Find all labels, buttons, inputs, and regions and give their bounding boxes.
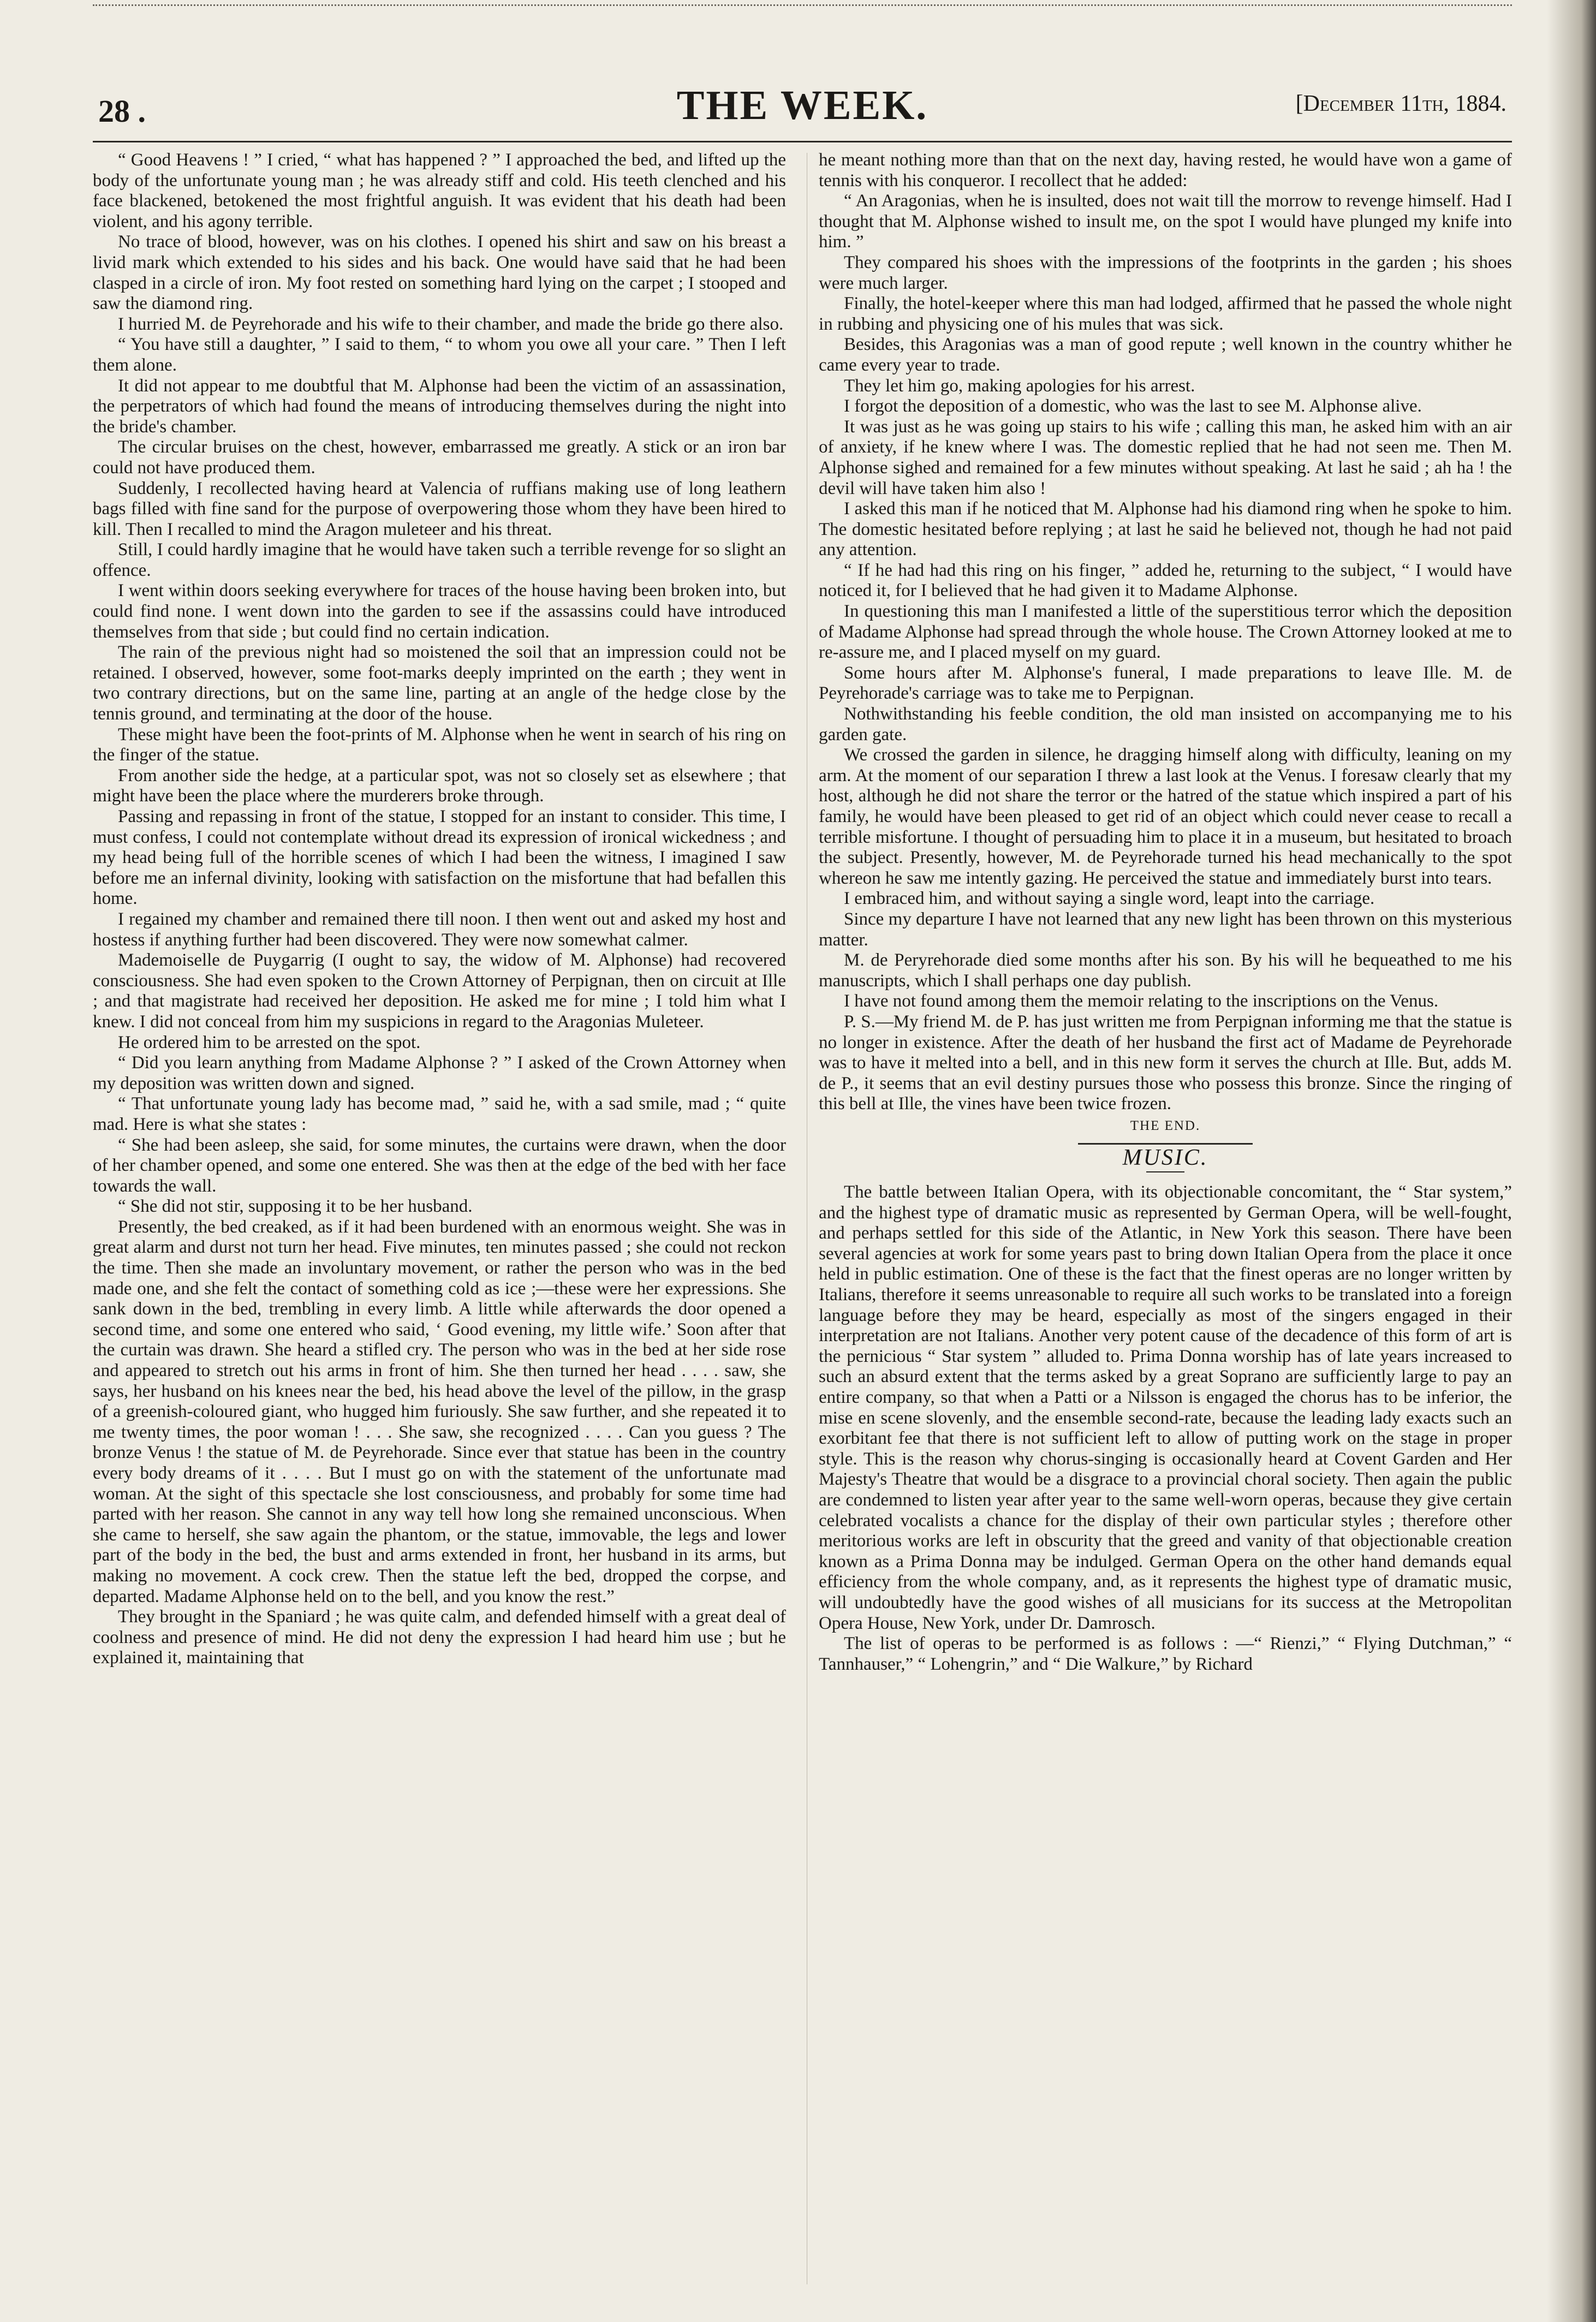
article-paragraph: “ Good Heavens ! ” I cried, “ what has happened ? ” I approached the bed, and lifted up the body of the unfortunate young man ; he was already stiff and cold. His teeth clenched and his face blackened, betokened the most frightful anguish. It was evident that his death had been violent, and his agony terrible.	[93, 150, 786, 231]
article-paragraph: “ That unfortunate young lady has become mad, ” said he, with a sad smile, mad ; “ quite mad. Here is what she states :	[93, 1094, 786, 1134]
article-paragraph: The circular bruises on the chest, however, embarrassed me greatly. A stick or an iron bar could not have produced them.	[93, 437, 786, 478]
article-paragraph: M. de Peryrehorade died some months after his son. By his will he bequeathed to me his manuscripts, which I shall perhaps one day publish.	[819, 950, 1512, 991]
article-paragraph: Presently, the bed creaked, as if it had been burdened with an enormous weight. She was in great alarm and durst not turn her head. Five minutes, ten minutes passed ; she could not reckon the time. Then she made an involuntary movement, or rather the person who was in the bed made one, and she felt the contact of something cold as ice ;—these were her expressions. She sank down in the bed, trembling in every limb. A little while afterwards the door opened a second time, and some one entered who said, ‘ Good evening, my little wife.’ Soon after that the curtain was drawn. She heard a stifled cry. The person who was in the bed at her side rose and appeared to stretch out his arms in front of him. She then turned her head . . . . saw, she says, her husband on his knees near the bed, his head above the level of the pillow, in the grasp of a greenish-coloured giant, who hugged him furiously. She saw further, and she repeated it to me twenty times, the poor woman ! . . . She saw, she recognized . . . . Can you guess ? The bronze Venus ! the statue of M. de Peyrehorade. Since ever that statue has been in the country every body dreams of it . . . . But I must go on with the statement of the unfortunate mad woman. At the sight of this spectacle she lost consciousness, and probably for some time had parted with her reason. She cannot in any way tell how long she remained unconscious. When she came to herself, she saw again the phantom, or the statue, immovable, the legs and lower part of the body in the bed, the bust and arms extended in front, her husband in its arms, but making no movement. A cock crew. Then the statue left the bed, dropped the corpse, and departed. Madame Alphonse held on to the bell, and you know the rest.”	[93, 1217, 786, 1606]
article-paragraph: Passing and repassing in front of the statue, I stopped for an instant to consider. This time, I must confess, I could not contemplate without dread its expression of ironical wickedness ; and my head being full of the horrible scenes of which I had been the witness, I imagined I saw before me an infernal divinity, looking with satisfaction on the misfortune that had befallen this home.	[93, 807, 786, 909]
music-section-title: MUSIC.	[1122, 1145, 1208, 1170]
article-paragraph: I hurried M. de Peyrehorade and his wife to their chamber, and made the bride go there also.	[118, 314, 784, 334]
music-paragraph: The list of operas to be performed is as follows : —“ Rienzi,” “ Flying Dutchman,” “ Tannhauser,” “ Lohengrin,” and “ Die Walkure,” by Richard	[819, 1634, 1512, 1674]
article-paragraph: I regained my chamber and remained there till noon. I then went out and asked my host and hostess if anything further had been discovered. They were now somewhat calmer.	[93, 909, 786, 950]
article-paragraph: I asked this man if he noticed that M. Alphonse had his diamond ring when he spoke to him. The domestic hesitated before replying ; at last he said he believed not, though he had not paid any attention.	[819, 499, 1512, 560]
article-paragraph: I forgot the deposition of a domestic, who was the last to see M. Alphonse alive.	[844, 396, 1422, 416]
article-paragraph: “ You have still a daughter, ” I said to them, “ to whom you owe all your care. ” Then I left them alone.	[93, 335, 786, 375]
article-paragraph: They compared his shoes with the impressions of the footprints in the garden ; his shoes were much larger.	[819, 252, 1512, 293]
article-paragraph: Since my departure I have not learned that any new light has been thrown on this mysterious matter.	[819, 909, 1512, 950]
article-paragraph: Still, I could hardly imagine that he would have taken such a terrible revenge for so slight an offence.	[93, 540, 786, 580]
the-end-mark: THE END.	[1130, 1118, 1201, 1133]
article-paragraph: Besides, this Aragonias was a man of good repute ; well known in the country whither he came every year to trade.	[819, 335, 1512, 375]
top-border-rule	[93, 4, 1512, 6]
music-paragraph: The battle between Italian Opera, with its objectionable concomitant, the “ Star system,” and the highest type of dramatic music as represented by German Opera, will be well-fought, and perhaps settled for this side of the Atlantic, in New York this season. There have been several agencies at work for some years past to bring down Italian Opera from the place it once held in public estimation. One of these is the fact that the finest operas are no longer written by Italians, therefore it seems unreasonable to require all such works to be translated into a foreign language before they may be heard, especially as most of the singers engaged in their interpretation are not Italians. Another very potent cause of the decadence of this form of art is the pernicious “ Star system ” alluded to. Prima Donna worship has of late years increased to such an absurd extent that the terms asked by a great Soprano are sufficiently large to pay an entire company, so that when a Patti or a Nilsson is engaged the chorus has to be inferior, the mise en scene slovenly, and the ensemble second-rate, because the leading lady exacts such an exorbitant fee that there is not sufficient left to allow of putting work on the stage in proper style. This is the reason why chorus-singing is occasionally heard at Covent Garden and Her Majesty's Theatre that would be a disgrace to a provincial choral society. Then again the public are condemned to listen year after year to the same well-worn operas, because they give certain celebrated vocalists a chance for the display of their own particular styles ; therefore other meritorious works are left in obscurity that the greed and vanity of that objectionable creation known as a Prima Donna may be indulged. German Opera on the other hand demands equal efficiency from the whole company, and, as it represents the highest type of dramatic music, will undoubtedly have the good wishes of all musicians for its success at the Metropolitan Opera House, New York, under Dr. Damrosch.	[819, 1182, 1512, 1633]
title-underline	[1146, 1171, 1184, 1172]
header-rule	[93, 141, 1512, 142]
article-paragraph: It did not appear to me doubtful that M. Alphonse had been the victim of an assassination, the perpetrators of which had found the means of introducing themselves during the night into the bride's chamber.	[93, 376, 786, 437]
article-paragraph: “ Did you learn anything from Madame Alphonse ? ” I asked of the Crown Attorney when my deposition was written down and signed.	[93, 1053, 786, 1093]
article-paragraph: We crossed the garden in silence, he dragging himself along with difficulty, leaning on my arm. At the moment of our separation I threw a last look at the Venus. I foresaw clearly that my host, although he did not share the terror or the hatred of the statue which inspired a part of his family, he would have been pleased to get rid of an object which could never cease to recall a terrible misfortune. I thought of persuading him to place it in a museum, but hesitated to broach the subject. Presently, however, M. de Peyrehorade turned his head mechanically to the spot whereon he saw me intently gazing. He perceived the statue and immediately burst into tears.	[819, 745, 1512, 888]
page-header	[93, 76, 1512, 136]
article-paragraph: It was just as he was going up stairs to his wife ; calling this man, he asked him with an air of anxiety, if he knew where I was. The domestic replied that he had not seen me. Then M. Alphonse sighed and remained for a few minutes without speaking. At last he said ; ah ha ! the devil will have taken him also !	[819, 416, 1512, 498]
page-number: 28 .	[98, 93, 146, 129]
article-paragraph: They brought in the Spaniard ; he was quite calm, and defended himself with a great deal of coolness and presence of mind. He did not deny the expression I had heard him use ; but he explained it, maintaining that	[93, 1607, 786, 1668]
article-paragraph: Nothwithstanding his feeble condition, the old man insisted on accompanying me to his garden gate.	[819, 704, 1512, 745]
article-paragraph: No trace of blood, however, was on his clothes. I opened his shirt and saw on his breast a livid mark which extended to his sides and his back. One would have said that he had been clasped in a circle of iron. My foot rested on something hard lying on the carpet ; I stooped and saw the diamond ring.	[93, 232, 786, 314]
article-paragraph: “ She had been asleep, she said, for some minutes, the curtains were drawn, when the door of her chamber opened, and some one entered. She was then at the edge of the bed with her face towards the wall.	[93, 1135, 786, 1196]
issue-date: [December 11th, 1884.	[1295, 91, 1506, 116]
article-paragraph: Mademoiselle de Puygarrig (I ought to say, the widow of M. Alphonse) had recovered consciousness. She had even spoken to the Crown Attorney of Perpignan, then on circuit at Ille ; and that magistrate had received her deposition. He asked me for mine ; I told him what I knew. I did not conceal from him my suspicions in regard to the Aragonias Muleteer.	[93, 950, 786, 1032]
article-paragraph: P. S.—My friend M. de P. has just written me from Perpignan informing me that the statue is no longer in existence. After the death of her husband the first act of Madame de Peyrehorade was to have it melted into a bell, and in this new form it serves the church at Ille. But, adds M. de P., it seems that an evil destiny pursues those who possess this bronze. Since the ringing of this bell at Ille, the vines have been twice frozen.	[819, 1011, 1512, 1114]
journal-title: THE WEEK.	[676, 82, 928, 128]
article-paragraph: “ If he had had this ring on his finger, ” added he, returning to the subject, “ I would have noticed it, for I believed that he had given it to Madame Alphonse.	[819, 560, 1512, 601]
article-paragraph: I embraced him, and without saying a single word, leapt into the carriage.	[844, 889, 1375, 909]
article-paragraph: Some hours after M. Alphonse's funeral, I made preparations to leave Ille. M. de Peyrehorade's carriage was to take me to Perpignan.	[819, 663, 1512, 704]
article-paragraph: Finally, the hotel-keeper where this man had lodged, affirmed that he passed the whole night in rubbing and physicing one of his mules that was sick.	[819, 294, 1512, 334]
article-paragraph: Suddenly, I recollected having heard at Valencia of ruffians making use of long leathern bags filled with fine sand for the purpose of overpowering those whom they have been hired to kill. Then I recalled to mind the Aragon muleteer and his threat.	[93, 478, 786, 539]
article-paragraph: I went within doors seeking everywhere for traces of the house having been broken into, but could find none. I went down into the garden to see if the assassins could have introduced themselves from that side ; but could find no certain indication.	[93, 581, 786, 642]
article-paragraph: These might have been the foot-prints of M. Alphonse when he went in search of his ring on the finger of the statue.	[93, 724, 786, 765]
article-continuation: he meant nothing more than that on the next day, having rested, he would have won a game of tennis with his conqueror. I recollect that he added:	[819, 150, 1512, 190]
article-paragraph: He ordered him to be arrested on the spot.	[118, 1032, 421, 1052]
article-paragraph: In questioning this man I manifested a little of the superstitious terror which the deposition of Madame Alphonse had spread through the whole house. The Crown Attorney looked at me to re-assure me, and I placed myself on my guard.	[819, 602, 1512, 663]
article-paragraph: “ An Aragonias, when he is insulted, does not wait till the morrow to revenge himself. Had I thought that M. Alphonse wished to insult me, on the spot I would have plunged my knife into him. ”	[819, 191, 1512, 252]
article-paragraph: The rain of the previous night had so moistened the soil that an impression could not be retained. I observed, however, some foot-marks deeply imprinted on the earth ; they went in two contrary directions, but on the same line, parting at an angle of the hedge close by the tennis ground, and terminating at the door of the house.	[93, 642, 786, 724]
binding-spine-shadow	[1547, 0, 1596, 2322]
article-paragraph: From another side the hedge, at a particular spot, was not so closely set as elsewhere ; that might have been the place where the murderers broke through.	[93, 765, 786, 806]
article-paragraph: I have not found among them the memoir relating to the inscriptions on the Venus.	[844, 991, 1439, 1011]
section-divider	[1078, 1143, 1253, 1145]
article-paragraph: “ She did not stir, supposing it to be her husband.	[118, 1196, 473, 1217]
left-column	[93, 150, 786, 1669]
article-paragraph: They let him go, making apologies for his arrest.	[844, 376, 1195, 396]
right-column	[819, 150, 1512, 1675]
